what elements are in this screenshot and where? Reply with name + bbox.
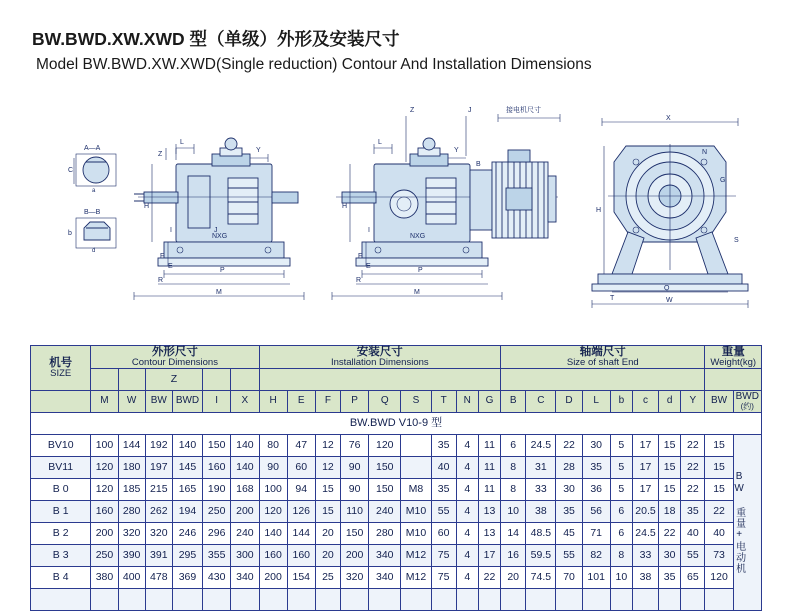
cell: 11 [478, 479, 500, 501]
svg-text:NXG: NXG [212, 233, 228, 240]
cell: 38 [632, 567, 658, 589]
cell: 194 [172, 501, 202, 523]
svg-text:d: d [92, 248, 96, 254]
cell: 430 [203, 567, 231, 589]
cell: 14 [501, 523, 526, 545]
cell: 15 [315, 501, 340, 523]
cell: 145 [172, 457, 202, 479]
cell: 150 [203, 435, 231, 457]
cell: 15 [705, 457, 733, 479]
cell: 70 [556, 567, 582, 589]
cell: 40 [681, 523, 705, 545]
cell: 4 [456, 435, 478, 457]
cell: 185 [118, 479, 145, 501]
svg-text:B—B: B—B [84, 209, 101, 216]
cell: 4 [456, 523, 478, 545]
header-installation: 安装尺寸 Installation Dimensions [259, 346, 501, 369]
svg-text:N: N [702, 149, 708, 156]
cell: 140 [259, 523, 287, 545]
cell: 192 [145, 435, 172, 457]
cell: 22 [659, 523, 681, 545]
subheader-col-X: X [231, 391, 259, 413]
cell: 28 [556, 457, 582, 479]
svg-text:M: M [414, 289, 420, 296]
svg-text:P: P [418, 267, 423, 274]
cell: 30 [659, 545, 681, 567]
cell: 17 [632, 479, 658, 501]
cell: 20 [315, 523, 340, 545]
cell: 15 [659, 435, 681, 457]
cell: 22 [681, 457, 705, 479]
row-size: B 1 [31, 501, 91, 523]
svg-text:M: M [216, 289, 222, 296]
cell: 20.5 [632, 501, 658, 523]
svg-text:F: F [160, 253, 165, 260]
page-title-en: Model BW.BWD.XW.XWD(Single reduction) Contour And Installation Dimensions [36, 56, 592, 73]
cell: 73 [705, 545, 733, 567]
svg-text:W: W [666, 297, 673, 304]
cell [705, 589, 733, 611]
cell: 4 [456, 545, 478, 567]
cell: 10 [501, 501, 526, 523]
subheader-col-E: E [287, 391, 315, 413]
cell: 100 [259, 479, 287, 501]
cell: 30 [582, 435, 610, 457]
table-row [31, 435, 762, 457]
cell: 10 [610, 567, 632, 589]
subheader-col-Q: Q [369, 391, 401, 413]
cell: 40 [431, 457, 456, 479]
cell [369, 589, 401, 611]
header-size: 机号 SIZE [31, 346, 91, 391]
cell: 13 [478, 501, 500, 523]
svg-text:NXG: NXG [410, 233, 426, 240]
header-weight: 重量 Weight(kg) [705, 346, 762, 369]
svg-text:J: J [214, 227, 218, 234]
cell [681, 589, 705, 611]
cell: 5 [610, 435, 632, 457]
cell: 200 [91, 523, 118, 545]
cell: 55 [681, 545, 705, 567]
cell: M12 [401, 545, 431, 567]
cell: 35 [431, 479, 456, 501]
svg-text:C: C [68, 167, 74, 174]
cell: 280 [118, 501, 145, 523]
cell: 160 [91, 501, 118, 523]
row-size [31, 589, 91, 611]
subheader-col-H: H [259, 391, 287, 413]
cell: 24.5 [632, 523, 658, 545]
table-row [31, 457, 762, 479]
subheader-col-b: b [610, 391, 632, 413]
cell: 120 [705, 567, 733, 589]
svg-text:H: H [596, 207, 602, 214]
cell: 22 [681, 479, 705, 501]
cell: 168 [231, 479, 259, 501]
cell: 120 [91, 479, 118, 501]
subheader-col-P: P [341, 391, 369, 413]
model-row-label: BW.BWD V10-9 型 [31, 413, 762, 435]
cell: 120 [91, 457, 118, 479]
cell: 180 [118, 457, 145, 479]
table-row [31, 567, 762, 589]
subheader-col-M: M [91, 391, 118, 413]
cell [478, 589, 500, 611]
table-row [31, 523, 762, 545]
table-row [31, 545, 762, 567]
subheader-col-N: N [456, 391, 478, 413]
cell: 38 [526, 501, 556, 523]
cell: 4 [456, 457, 478, 479]
subheader-col-BWD: BWD [172, 391, 202, 413]
dimensions-table [30, 345, 762, 611]
row-size: B 3 [31, 545, 91, 567]
cell: 11 [478, 435, 500, 457]
cell: 15 [315, 479, 340, 501]
cell: 60 [287, 457, 315, 479]
cell: 340 [369, 567, 401, 589]
cell: 246 [172, 523, 202, 545]
subheader-col-I: I [203, 391, 231, 413]
svg-text:J: J [468, 107, 472, 114]
subheader-col-F: F [315, 391, 340, 413]
svg-text:H: H [342, 203, 348, 210]
cell: 20 [315, 545, 340, 567]
cell: 8 [610, 545, 632, 567]
subheader-col-Y: Y [681, 391, 705, 413]
cell: 76 [341, 435, 369, 457]
svg-text:E: E [366, 263, 371, 270]
cell: 15 [659, 479, 681, 501]
subheader-col-S: S [401, 391, 431, 413]
cell: 22 [705, 501, 733, 523]
cell: 126 [287, 501, 315, 523]
svg-text:接电机尺寸: 接电机尺寸 [506, 107, 541, 114]
cell: 250 [91, 545, 118, 567]
cell: 35 [582, 457, 610, 479]
cell [501, 589, 526, 611]
cell: 12 [315, 435, 340, 457]
table-subheader [31, 391, 762, 413]
cell [91, 589, 118, 611]
cell: 15 [705, 435, 733, 457]
cell: 160 [287, 545, 315, 567]
cell: 110 [341, 501, 369, 523]
cell: 22 [681, 435, 705, 457]
cell: 190 [203, 479, 231, 501]
cell: 35 [681, 501, 705, 523]
cell: 18 [659, 501, 681, 523]
cell: 250 [203, 501, 231, 523]
subheader-col-weight-BW: BW [705, 391, 733, 413]
svg-text:P: P [220, 267, 225, 274]
cell: 197 [145, 457, 172, 479]
cell [145, 589, 172, 611]
cell: 150 [341, 523, 369, 545]
cell: 47 [287, 435, 315, 457]
cell: 8 [501, 457, 526, 479]
svg-text:F: F [358, 253, 363, 260]
model-row [31, 413, 762, 435]
cell: 17 [632, 435, 658, 457]
header-shaft: 轴端尺寸 Size of shaft End [501, 346, 705, 369]
cell [203, 589, 231, 611]
cell: 120 [369, 435, 401, 457]
cell: 80 [259, 435, 287, 457]
cell: 300 [231, 545, 259, 567]
cell: 369 [172, 567, 202, 589]
cell: 391 [145, 545, 172, 567]
cell: M12 [401, 567, 431, 589]
header-blank-shaft [501, 369, 705, 391]
subheader-col-C: C [526, 391, 556, 413]
cell: 33 [632, 545, 658, 567]
cell [632, 589, 658, 611]
cell: M8 [401, 479, 431, 501]
cell: 13 [478, 523, 500, 545]
cell: 144 [118, 435, 145, 457]
table-header-z [31, 369, 762, 391]
cell [401, 435, 431, 457]
cell: 30 [556, 479, 582, 501]
svg-text:L: L [180, 139, 184, 146]
svg-text:Z: Z [410, 107, 415, 114]
cell: 16 [501, 545, 526, 567]
cell: 17 [478, 545, 500, 567]
cell: 90 [259, 457, 287, 479]
cell: 12 [315, 457, 340, 479]
cell: M10 [401, 501, 431, 523]
svg-text:Z: Z [158, 151, 163, 158]
cell: 8 [501, 479, 526, 501]
cell: 48.5 [526, 523, 556, 545]
cell: 15 [705, 479, 733, 501]
row-size: B 2 [31, 523, 91, 545]
cell [556, 589, 582, 611]
cell: 25 [315, 567, 340, 589]
cell: M10 [401, 523, 431, 545]
header-blank-m [91, 369, 118, 391]
cell: 200 [259, 567, 287, 589]
cell: 390 [118, 545, 145, 567]
svg-text:b: b [68, 230, 72, 237]
cell: 4 [456, 501, 478, 523]
weight-note-vertical: BW 重量+电动机 [733, 435, 761, 611]
subheader-col-D: D [556, 391, 582, 413]
subheader-col-d: d [659, 391, 681, 413]
page-title-cn: BW.BWD.XW.XWD 型（单级）外形及安装尺寸 [32, 29, 400, 49]
svg-text:E: E [168, 263, 173, 270]
header-z: Z [145, 369, 202, 391]
cell [659, 589, 681, 611]
svg-text:a: a [92, 188, 96, 194]
svg-text:G: G [720, 177, 726, 184]
table-row [31, 479, 762, 501]
cell: 11 [478, 457, 500, 479]
cell: 6 [610, 501, 632, 523]
header-blank-i [203, 369, 231, 391]
cell: 5 [610, 479, 632, 501]
cell: 295 [172, 545, 202, 567]
header-weight-note [705, 369, 762, 391]
svg-text:H: H [144, 203, 150, 210]
cell [456, 589, 478, 611]
cell: 140 [172, 435, 202, 457]
cell: 120 [259, 501, 287, 523]
subheader-col-L: L [582, 391, 610, 413]
cell: 320 [118, 523, 145, 545]
cell: 215 [145, 479, 172, 501]
cell: 296 [203, 523, 231, 545]
cell [431, 589, 456, 611]
cell: 478 [145, 567, 172, 589]
cell [526, 589, 556, 611]
cell: 6 [501, 435, 526, 457]
cell: 5 [610, 457, 632, 479]
cell: 74.5 [526, 567, 556, 589]
subheader-col-BW: BW [145, 391, 172, 413]
svg-text:R: R [158, 277, 164, 284]
cell: 400 [118, 567, 145, 589]
svg-text:Y: Y [454, 147, 459, 154]
cell: 154 [287, 567, 315, 589]
cell: 75 [431, 545, 456, 567]
cell: 320 [341, 567, 369, 589]
svg-text:T: T [610, 295, 615, 302]
table-row [31, 589, 762, 611]
header-blank-w [118, 369, 145, 391]
cell: 36 [582, 479, 610, 501]
cell: 40 [705, 523, 733, 545]
cell: 71 [582, 523, 610, 545]
cell: 82 [582, 545, 610, 567]
cell: 94 [287, 479, 315, 501]
header-blank-x [231, 369, 259, 391]
cell: 45 [556, 523, 582, 545]
cell: 240 [231, 523, 259, 545]
cell: 65 [681, 567, 705, 589]
svg-text:Q: Q [664, 285, 670, 292]
svg-text:I: I [368, 227, 370, 234]
cell [118, 589, 145, 611]
cell: 35 [431, 435, 456, 457]
cell: 90 [341, 457, 369, 479]
cell: 60 [431, 523, 456, 545]
cell: 380 [91, 567, 118, 589]
cell: 340 [231, 567, 259, 589]
svg-text:I: I [170, 227, 172, 234]
cell: 20 [501, 567, 526, 589]
cell: 90 [341, 479, 369, 501]
cell: 6 [610, 523, 632, 545]
cell: 150 [369, 479, 401, 501]
svg-text:S: S [734, 237, 739, 244]
cell [315, 589, 340, 611]
dimensions-table-wrapper [30, 345, 762, 611]
cell: 33 [526, 479, 556, 501]
svg-text:X: X [666, 115, 671, 122]
cell: 31 [526, 457, 556, 479]
cell [401, 457, 431, 479]
header-contour: 外形尺寸 Contour Dimensions [91, 346, 259, 369]
cell: 150 [369, 457, 401, 479]
cell [231, 589, 259, 611]
cell: 35 [556, 501, 582, 523]
technical-drawing [28, 92, 762, 314]
cell: 320 [145, 523, 172, 545]
cell [259, 589, 287, 611]
subheader-col-weight-BWD: BWD (约) [733, 391, 761, 413]
svg-text:B: B [476, 161, 481, 168]
cell: 17 [632, 457, 658, 479]
cell [341, 589, 369, 611]
cell: 200 [341, 545, 369, 567]
cell: 262 [145, 501, 172, 523]
subheader-col-G: G [478, 391, 500, 413]
cell [582, 589, 610, 611]
subheader-size [31, 391, 91, 413]
svg-text:L: L [378, 139, 382, 146]
cell: 144 [287, 523, 315, 545]
cell: 4 [456, 479, 478, 501]
cell: 55 [556, 545, 582, 567]
cell: 56 [582, 501, 610, 523]
header-blank-install [259, 369, 501, 391]
cell: 35 [659, 567, 681, 589]
cell: 55 [431, 501, 456, 523]
cell: 100 [91, 435, 118, 457]
row-size: BV10 [31, 435, 91, 457]
cell: 140 [231, 435, 259, 457]
cell: 101 [582, 567, 610, 589]
cell: 280 [369, 523, 401, 545]
subheader-col-T: T [431, 391, 456, 413]
cell: 160 [259, 545, 287, 567]
svg-text:Y: Y [256, 147, 261, 154]
svg-text:R: R [356, 277, 362, 284]
cell [610, 589, 632, 611]
cell [287, 589, 315, 611]
cell [401, 589, 431, 611]
table-header-groups [31, 346, 762, 369]
cell: 240 [369, 501, 401, 523]
row-size: B 0 [31, 479, 91, 501]
cell: 15 [659, 457, 681, 479]
cell: 75 [431, 567, 456, 589]
cell: 59.5 [526, 545, 556, 567]
cell: 355 [203, 545, 231, 567]
cell: 24.5 [526, 435, 556, 457]
cell: 165 [172, 479, 202, 501]
svg-text:A—A: A—A [84, 145, 101, 152]
cell: 200 [231, 501, 259, 523]
cell: 340 [369, 545, 401, 567]
cell: 22 [556, 435, 582, 457]
cell: 160 [203, 457, 231, 479]
table-row [31, 501, 762, 523]
subheader-col-W: W [118, 391, 145, 413]
subheader-col-c: c [632, 391, 658, 413]
cell: 4 [456, 567, 478, 589]
row-size: B 4 [31, 567, 91, 589]
cell: 140 [231, 457, 259, 479]
cell: 22 [478, 567, 500, 589]
row-size: BV11 [31, 457, 91, 479]
subheader-col-B: B [501, 391, 526, 413]
cell [172, 589, 202, 611]
